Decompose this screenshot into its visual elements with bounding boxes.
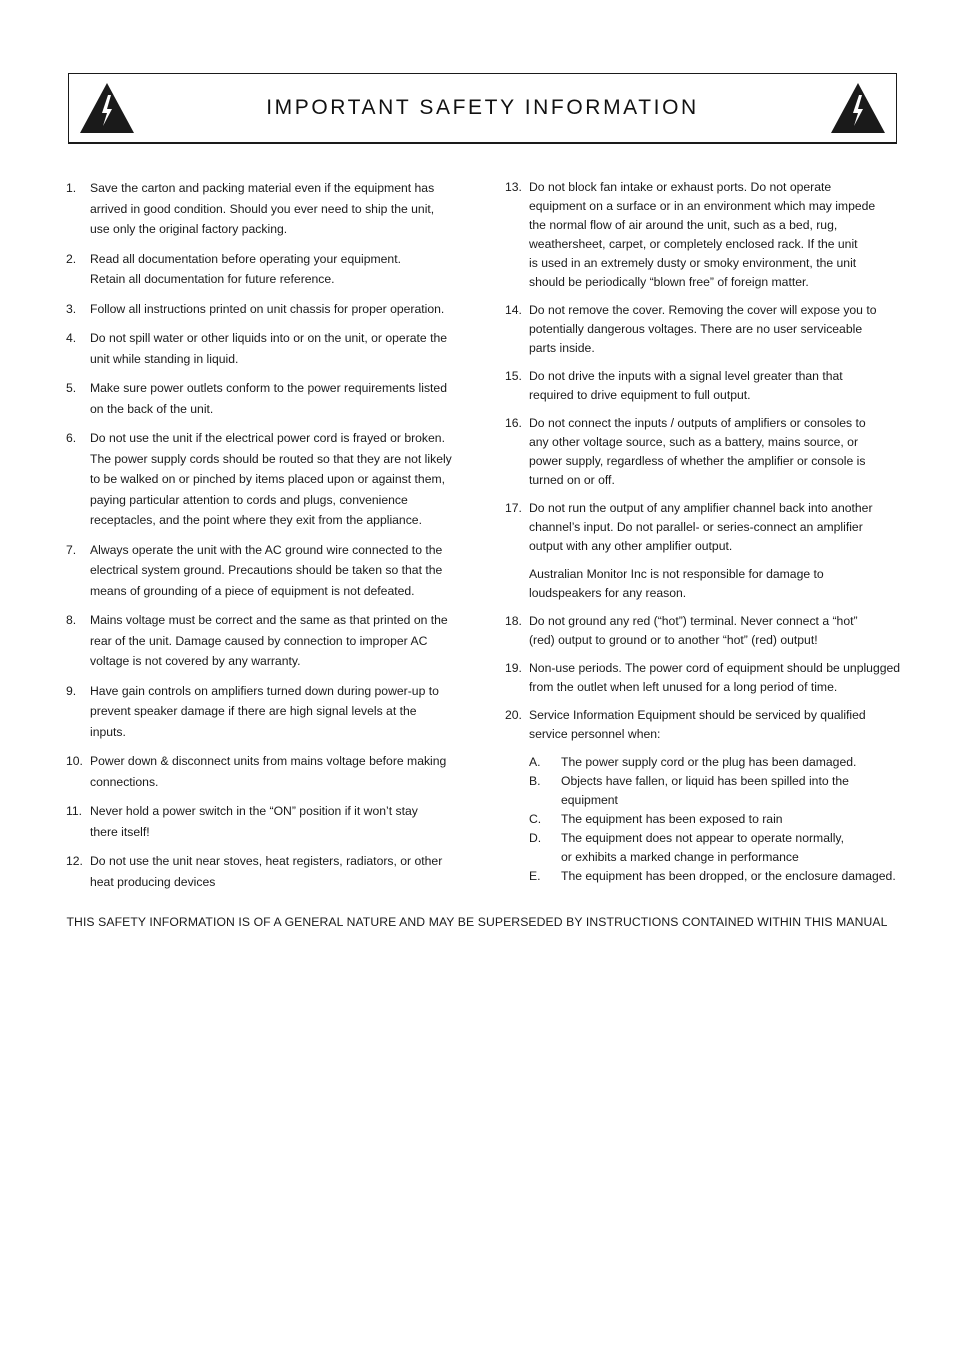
sub-list-item: E. The equipment has been dropped, or the enclosure damaged. — [529, 869, 896, 883]
sub-list-item: D. The equipment does not appear to operate normally, or exhibits a marked change in performance — [529, 831, 844, 864]
right-column — [505, 178, 905, 886]
list-item: 12. Do not use the unit near stoves, heat registers, radiators, or other heat producing devices — [66, 854, 443, 889]
list-item: 18. Do not ground any red (“hot”) terminal. Never connect a “hot” (red) output to ground or to another “hot” (red) output! — [505, 614, 858, 647]
list-item: 3. Follow all instructions printed on unit chassis for proper operation. — [66, 301, 445, 316]
list-item: 13. Do not block fan intake or exhaust ports. Do not operate equipment on a surface or in an environment which may impede the normal flow of air around the unit, such as a bed, rug, weathersheet, carpet, or completely enclosed rack. If the unit is used in an extremely dusty or smoky environment, the unit should be periodically “blown free” of foreign matter. — [505, 180, 876, 289]
sub-list-item: B. Objects have fallen, or liquid has been spilled into the equipment — [529, 774, 849, 807]
list-item: 11. Never hold a power switch in the “ON” position if it won’t stay there itself! — [66, 804, 418, 839]
list-item: 14. Do not remove the cover. Removing the cover will expose you to potentially dangerous voltages. There are no user serviceable parts inside. — [505, 303, 877, 355]
list-item: 19. Non-use periods. The power cord of equipment should be unplugged from the outlet when left unused for a long period of time. — [505, 661, 901, 694]
list-item: 17. Do not run the output of any amplifier channel back into another channel’s input. Do not parallel- or series-connect an amplifier output with any other amplifier output. — [505, 501, 873, 553]
list-item: 9. Have gain controls on amplifiers turned down during power-up to prevent speaker damage if there are high signal levels at the inputs. — [66, 683, 439, 739]
list-item: 16. Do not connect the inputs / outputs of amplifiers or consoles to any other voltage source, such as a battery, mains source, or power supply, regardless of whether the amplifier or console is turned on or off. — [505, 416, 866, 487]
list-item: 7. Always operate the unit with the AC ground wire connected to the electrical system ground. Precautions should be taken so that the means of grounding of a piece of equipment is not defeated. — [66, 542, 443, 598]
list-item: 1. Save the carton and packing material even if the equipment has arrived in good condition. Should you ever need to ship the unit, use only the original factory packing. — [66, 181, 435, 236]
header-box — [68, 73, 897, 144]
list-item: 5. Make sure power outlets conform to the power requirements listed on the back of the unit. — [66, 381, 447, 416]
list-item: 15. Do not drive the inputs with a signal level greater than that required to drive equipment to full output. — [505, 369, 843, 402]
left-column — [66, 178, 466, 901]
footer-disclaimer: THIS SAFETY INFORMATION IS OF A GENERAL NATURE AND MAY BE SUPERSEDED BY INSTRUCTIONS CONTAINED WITHIN THIS MANUAL — [66, 915, 888, 929]
list-item: 2. Read all documentation before operating your equipment. Retain all documentation for future reference. — [66, 251, 401, 286]
disclaimer-note: Australian Monitor Inc is not responsible for damage to loudspeakers for any reason. — [529, 567, 824, 600]
sub-list-item: A. The power supply cord or the plug has been damaged. — [529, 755, 857, 769]
list-item: 10. Power down & disconnect units from mains voltage before making connections. — [66, 754, 447, 789]
sub-list-item: C. The equipment has been exposed to rain — [529, 812, 783, 826]
list-item: 20. Service Information Equipment should be serviced by qualified service personnel when: — [505, 708, 866, 741]
list-item: 8. Mains voltage must be correct and the same as that printed on the rear of the unit. Damage caused by connection to improper AC voltage is not covered by any warranty. — [66, 613, 448, 668]
page-title: IMPORTANT SAFETY INFORMATION — [266, 96, 699, 119]
high-voltage-warning-icon — [830, 82, 886, 134]
list-item: 4. Do not spill water or other liquids into or on the unit, or operate the unit while standing in liquid. — [66, 331, 448, 366]
list-item: 6. Do not use the unit if the electrical power cord is frayed or broken. The power supply cords should be routed so that they are not likely to be walked on or pinched by items placed upon or against them, paying particular attention to cords and plugs, convenience receptacles, and the point where they exit from the appliance. — [66, 431, 452, 527]
